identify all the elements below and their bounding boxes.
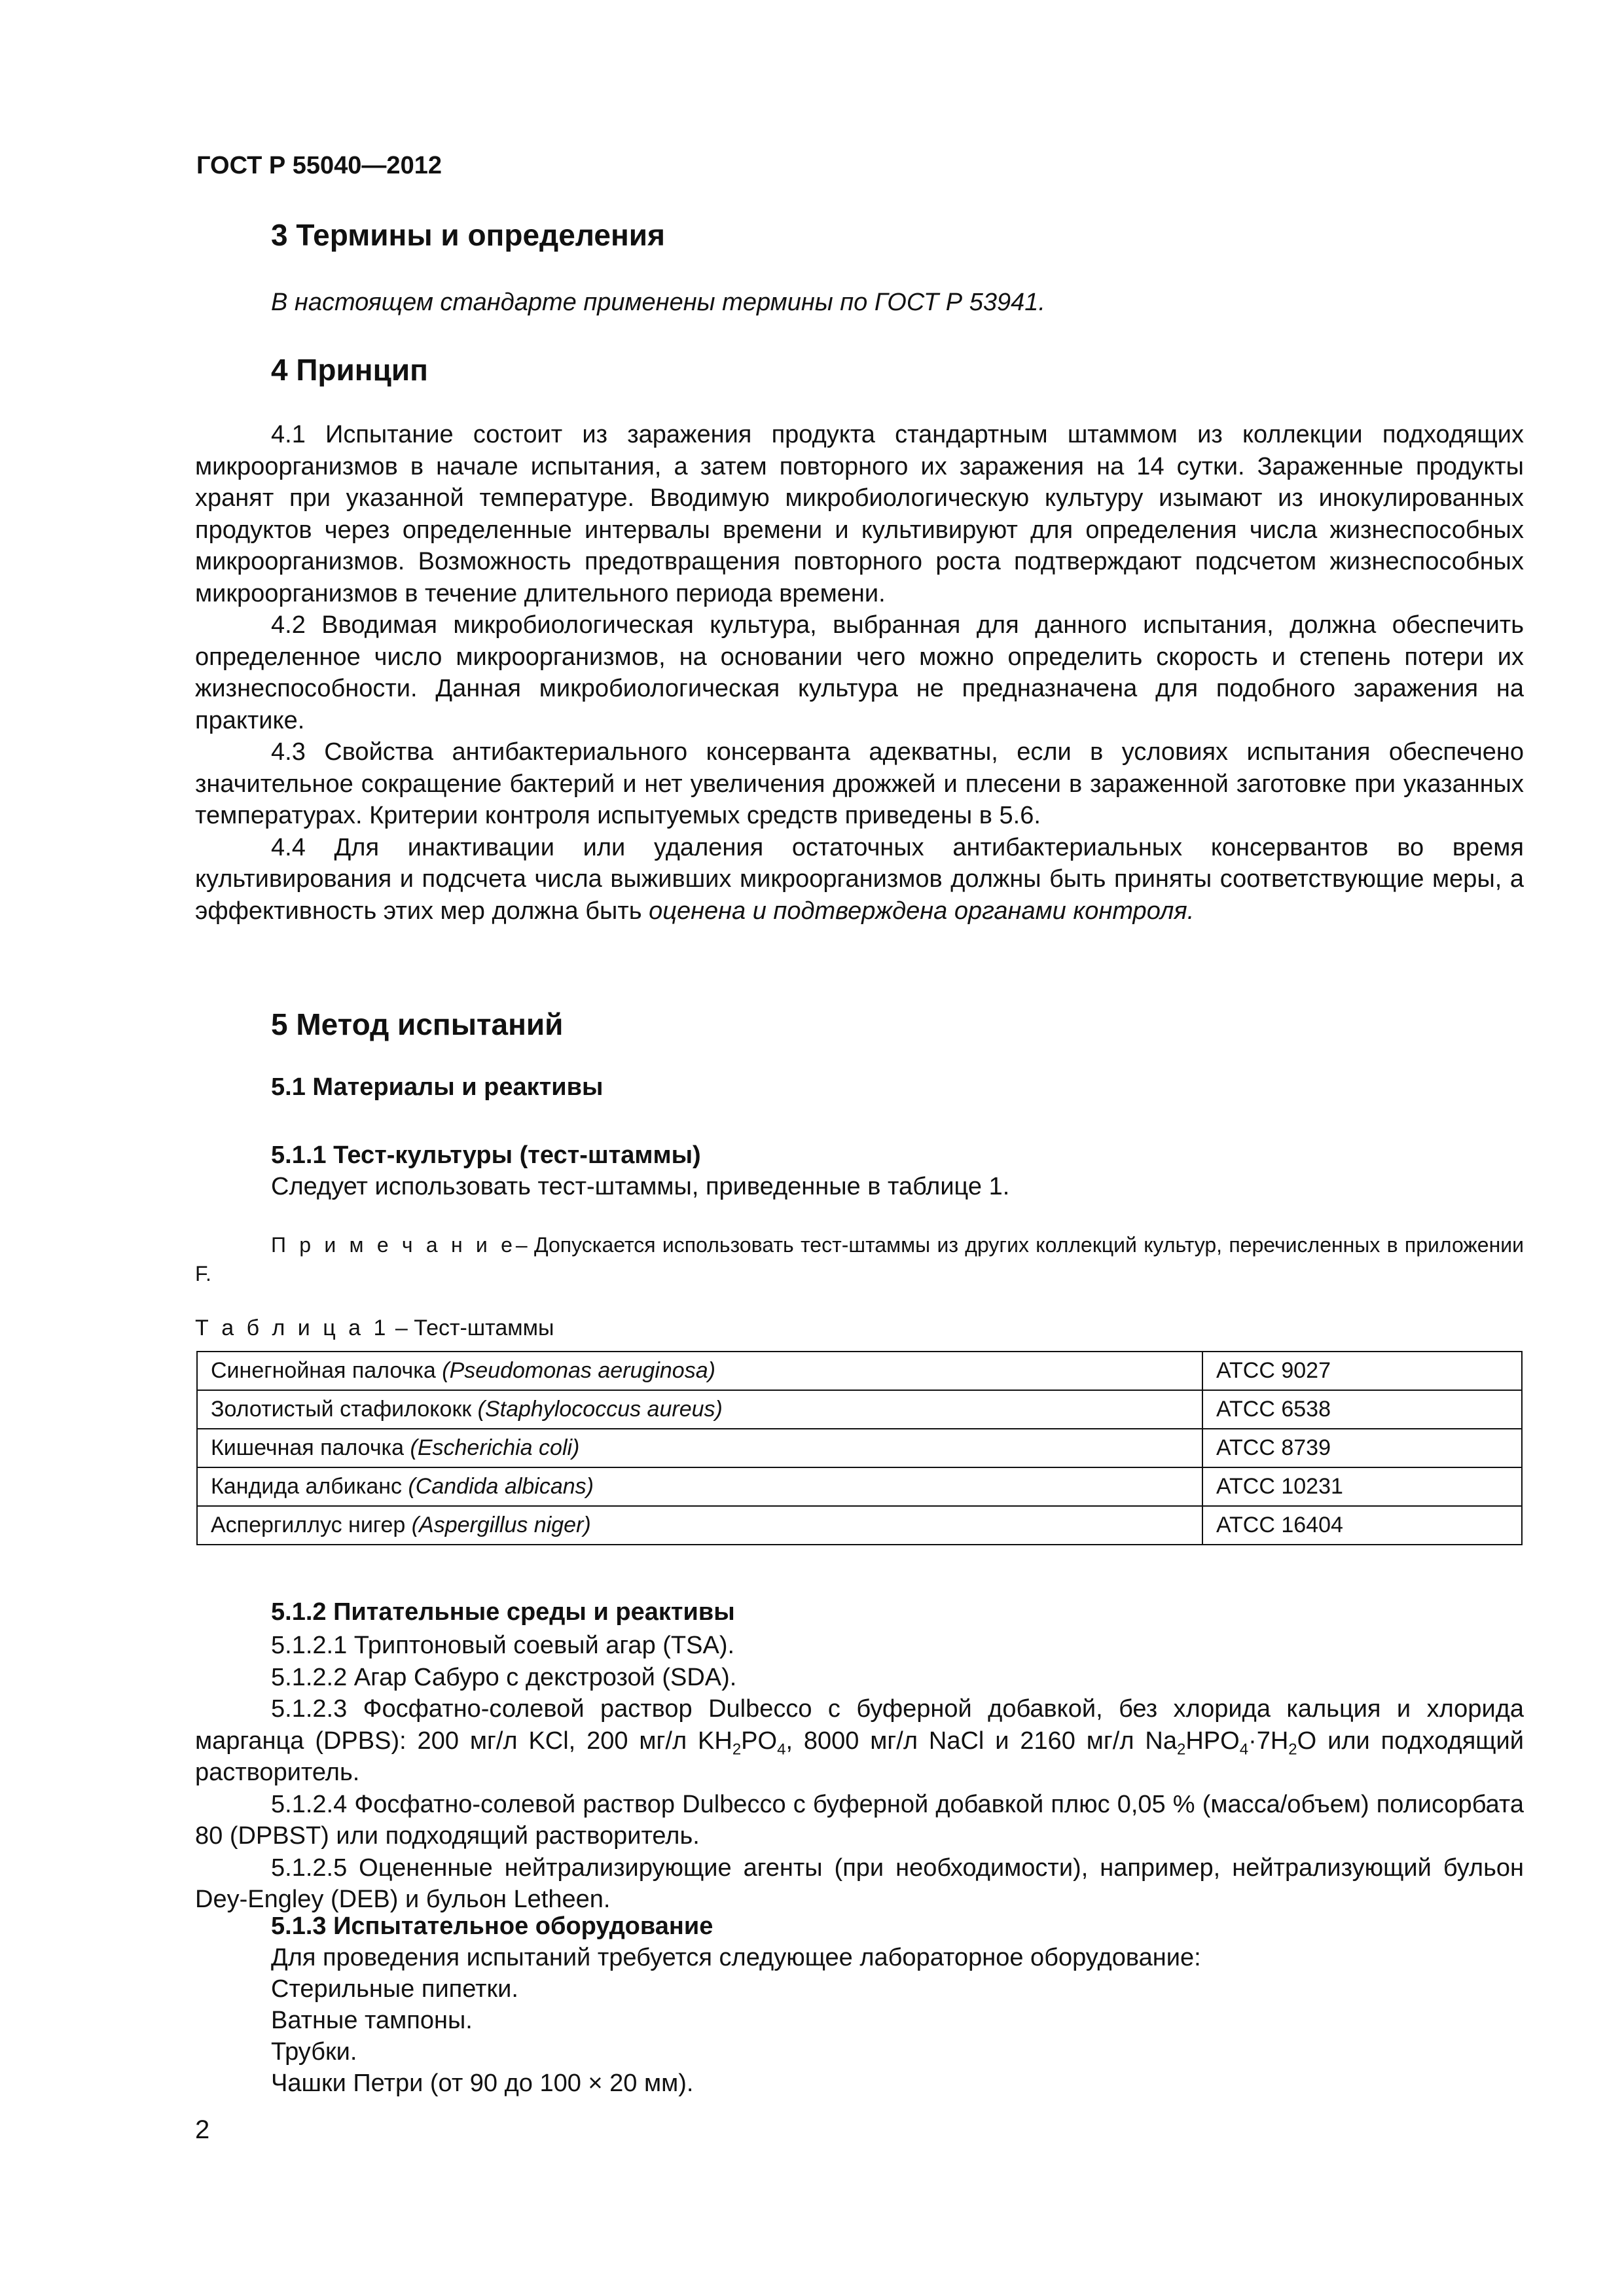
section-5-1-2-body: [195, 1630, 1524, 1916]
table-row: [197, 1390, 1522, 1429]
strain-code: АТСС 6538: [1202, 1390, 1522, 1429]
paragraph-4-4-text: 4.4 Для инактивации или удаления остаточных антибактериальных консервантов во время культивирования и подсчета числа выживших микроорганизмов должны быть приняты соответствующие меры, а эффективность этих мер должна быть: [195, 833, 1524, 925]
text-run: 5.1.2.3 Фосфатно-солевой раствор Dulbecco с буферной добавкой, без хлорида кальция и хлорида марганца (DPBS): 200 мг/л KCl, 200 мг/л KH: [195, 1695, 1524, 1755]
text-run: O или подходящий растворитель.: [195, 1727, 1525, 1786]
table-row: [197, 1352, 1522, 1390]
strain-name: Синегнойная палочка: [211, 1358, 442, 1383]
document-code: ГОСТ Р 55040—2012: [196, 152, 442, 179]
strain-latin-name: (Escherichia coli): [410, 1435, 580, 1460]
paragraph-4-4-italic: оценена и подтверждена органами контроля.: [649, 897, 1195, 925]
note-label: П р и м е ч а н и е: [271, 1233, 516, 1257]
paragraph-5-1-2-3: [195, 1693, 1524, 1789]
subscript: 2: [1176, 1740, 1186, 1759]
subscript: 4: [1239, 1740, 1249, 1759]
text-run: PO: [741, 1727, 778, 1755]
table-caption: [195, 1316, 554, 1341]
equipment-item: Трубки.: [271, 2038, 357, 2066]
strain-code: АТСС 10231: [1202, 1467, 1522, 1506]
paragraph-5-1-2-5: 5.1.2.5 Оцененные нейтрализирующие агенты (при необходимости), например, нейтрализующий бульон Dey-Engley (DEB) и бульон Letheen.: [195, 1854, 1524, 1913]
table-row: [197, 1467, 1522, 1506]
section-3-title: 3 Термины и определения: [271, 218, 665, 252]
paragraph-4-2: 4.2 Вводимая микробиологическая культура, выбранная для данного испытания, должна обеспечить определенное число микроорганизмов, на основании чего можно определить скорость и степень потери их жизнеспособности. Данная микробиологическая культура не предназначена для подобного заражения на практике.: [195, 611, 1524, 734]
strain-latin-name: (Candida albicans): [408, 1474, 594, 1499]
paragraph-5-1-2-2: 5.1.2.2 Агар Сабуро с декстрозой (SDA).: [271, 1663, 737, 1691]
strain-code: АТСС 9027: [1202, 1352, 1522, 1390]
equipment-item: Стерильные пипетки.: [271, 1975, 518, 2003]
paragraph-5-1-2-1: 5.1.2.1 Триптоновый соевый агар (TSA).: [271, 1632, 735, 1659]
section-5-1-1-text: Следует использовать тест-штаммы, приведенные в таблице 1.: [271, 1173, 1010, 1200]
text-run: HPO: [1185, 1727, 1240, 1755]
strain-name-cell: [197, 1467, 1202, 1506]
strain-latin-name: (Pseudomonas aeruginosa): [442, 1358, 715, 1383]
text-run: , 8000 мг/л NaCl и 2160 мг/л Na: [785, 1727, 1177, 1755]
section-5-1-3-intro: Для проведения испытаний требуется следующее лабораторное оборудование:: [271, 1944, 1201, 1971]
strain-name: Кишечная палочка: [211, 1435, 410, 1460]
strain-name: Золотистый стафилококк: [211, 1397, 478, 1422]
strain-name-cell: [197, 1506, 1202, 1545]
table-row: [197, 1506, 1522, 1545]
section-4-body: [195, 419, 1524, 927]
section-5-1-1-title: 5.1.1 Тест-культуры (тест-штаммы): [271, 1141, 701, 1169]
strain-name-cell: [197, 1429, 1202, 1467]
strain-name: Аспергиллус нигер: [211, 1513, 412, 1537]
paragraph-4-4: [195, 832, 1524, 927]
equipment-item: Чашки Петри (от 90 до 100 × 20 мм).: [271, 2070, 694, 2097]
test-strains-table: [196, 1351, 1523, 1545]
paragraph-4-1: 4.1 Испытание состоит из заражения продукта стандартным штаммом из коллекции подходящих микроорганизмов в начале испытания, а затем повторного их заражения на 14 сутки. Зараженные продукты хранят при указанной температуре. Вводимую микробиологическую культуру изымают из инокулированных продуктов через определенные интервалы времени и культивируют для определения числа жизнеспособных микроорганизмов. Возможность предотвращения повторного роста подтверждают подсчетом жизнеспособных микроорганизмов в течение длительного периода времени.: [195, 421, 1524, 607]
section-5-1-title: 5.1 Материалы и реактивы: [271, 1073, 604, 1101]
strain-name-cell: [197, 1352, 1202, 1390]
paragraph-5-1-2-4: 5.1.2.4 Фосфатно-солевой раствор Dulbecco с буферной добавкой плюс 0,05 % (масса/объем) полисорбата 80 (DPBST) или подходящий растворитель.: [195, 1790, 1524, 1850]
table-caption-text: – Тест-штаммы: [389, 1316, 554, 1340]
section-3-text: В настоящем стандарте применены термины по ГОСТ Р 53941.: [271, 289, 1045, 316]
section-5-title: 5 Метод испытаний: [271, 1007, 564, 1041]
table-caption-label: Т а б л и ц а 1: [195, 1316, 389, 1340]
strain-code: АТСС 8739: [1202, 1429, 1522, 1467]
subscript: 2: [1288, 1740, 1297, 1759]
strain-latin-name: (Staphylococcus aureus): [477, 1397, 723, 1422]
table-row: [197, 1429, 1522, 1467]
paragraph-4-3: 4.3 Свойства антибактериального консерванта адекватны, если в условиях испытания обеспечено значительное сокращение бактерий и нет увеличения дрожжей и плесени в зараженной заготовке при указанных температурах. Критерии контроля испытуемых средств приведены в 5.6.: [195, 738, 1524, 829]
strain-latin-name: (Aspergillus niger): [411, 1513, 591, 1537]
subscript: 4: [777, 1740, 786, 1759]
strain-name-cell: [197, 1390, 1202, 1429]
strain-name: Кандида албиканс: [211, 1474, 408, 1499]
section-5-1-3-title: 5.1.3 Испытательное оборудование: [271, 1912, 713, 1940]
subscript: 2: [732, 1740, 742, 1759]
text-run: ·7H: [1248, 1727, 1289, 1755]
equipment-item: Ватные тампоны.: [271, 2007, 473, 2034]
note: [195, 1230, 1524, 1288]
section-5-1-2-title: 5.1.2 Питательные среды и реактивы: [271, 1598, 735, 1626]
section-4-title: 4 Принцип: [271, 353, 428, 387]
note-text: – Допускается использовать тест-штаммы из других коллекций культур, перечисленных в приложении F.: [195, 1233, 1525, 1285]
page-number: 2: [195, 2115, 210, 2144]
strain-code: АТСС 16404: [1202, 1506, 1522, 1545]
